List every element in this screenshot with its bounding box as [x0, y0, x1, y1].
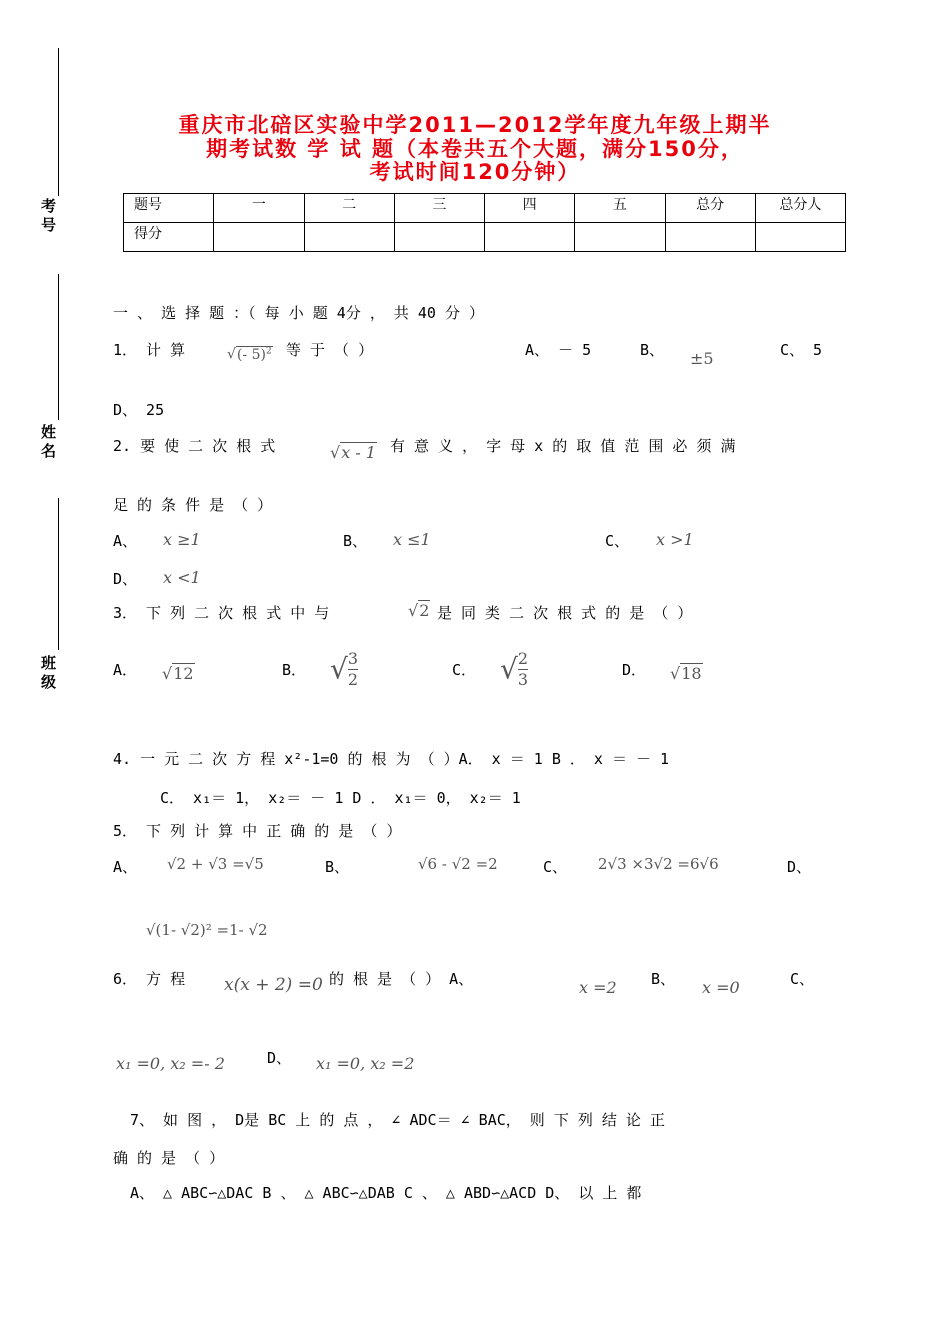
score-cell[interactable] [214, 223, 304, 252]
q1-option-c: C、 5 [780, 341, 823, 359]
exam-title-line1: 重庆市北碚区实验中学2011—2012学年度九年级上期半 [178, 113, 772, 137]
q1-option-d: D、 25 [113, 401, 165, 419]
q2-stem: 2. 要 使 二 次 根 式 [113, 437, 276, 455]
q3-option-b-den: 2 [347, 670, 359, 689]
q6-stem2: 的 根 是 （ ） A、 [329, 970, 474, 988]
q5-option-b-label: B、 [325, 858, 350, 876]
q1-option-a: A、 － 5 [525, 341, 592, 359]
q3-option-d-label: D． [622, 661, 647, 679]
q3-option-c-expr: √ $\frac{2}{3}$ [500, 649, 529, 689]
q1-option-b-expr: ±5 [690, 349, 714, 368]
q6-option-c-expr: x₁ =0, x₂ =- 2 [116, 1054, 225, 1073]
class-label: 班级 [39, 655, 57, 693]
exam-title-line2: 期考试数 学 试 题（本卷共五个大题，满分150分， [206, 137, 744, 161]
score-cell[interactable] [485, 223, 575, 252]
q5-option-d-label: D、 [787, 858, 812, 876]
score-cell[interactable] [304, 223, 394, 252]
q6-option-d-label: D、 [267, 1049, 292, 1067]
q5-option-c-expr: 2√3 ×3√2 =6√6 [598, 855, 719, 873]
q6-option-b-expr: x =0 [702, 978, 740, 997]
q3-option-b-expr: √ $\frac{3}{2}$ [330, 649, 359, 689]
q4-line2: C． x₁＝ 1， x₂＝ － 1 D ． x₁＝ 0， x₂＝ 1 [160, 789, 521, 807]
q3-option-a-label: A． [113, 661, 138, 679]
q1-expr-exp: 2 [265, 346, 272, 356]
header-cell: 总分人 [755, 194, 845, 223]
q2-option-c-expr: x >1 [656, 530, 694, 549]
q2-option-a-expr: x ≥1 [163, 530, 201, 549]
q5-option-a-expr: √2 + √3 =√5 [167, 855, 264, 873]
score-cell[interactable] [575, 223, 665, 252]
q3-option-c-num: 2 [517, 649, 529, 668]
q1-stem: 1． 计 算 [113, 341, 186, 359]
score-cell[interactable] [665, 223, 755, 252]
q7-line3: A、 △ ABC∽△DAC B 、 △ ABC∽△DAB C 、 △ ABD∽△ACD D、 以 上 都 [130, 1184, 642, 1202]
header-cell: 三 [394, 194, 484, 223]
header-cell: 五 [575, 194, 665, 223]
q3-option-a-inner: 12 [173, 664, 194, 683]
q2-stem2: 有 意 义 ， 字 母 x 的 取 值 范 围 必 须 满 [390, 437, 736, 455]
q5-option-a-label: A、 [113, 858, 138, 876]
score-cell[interactable] [394, 223, 484, 252]
q6-option-c-label: C、 [790, 970, 815, 988]
q3-option-d-inner: 18 [681, 664, 702, 683]
q5-stem: 5． 下 列 计 算 中 正 确 的 是 （ ） [113, 822, 402, 840]
q1-stem2: 等 于 （ ） [286, 341, 374, 359]
q2-option-c-label: C、 [605, 532, 630, 550]
q6-option-a-expr: x =2 [579, 978, 617, 997]
header-cell: 一 [214, 194, 304, 223]
header-cell: 二 [304, 194, 394, 223]
score-table [123, 193, 846, 252]
score-table-header-row [124, 194, 846, 223]
score-table-score-row [124, 223, 846, 252]
q5-option-d-expr: √(1- √2)² =1- √2 [146, 921, 268, 939]
q3-option-a-expr: √12 [162, 664, 194, 683]
q1-expr-inner: (- 5) [236, 346, 266, 363]
q2-option-b-expr: x ≤1 [393, 530, 431, 549]
header-cell: 四 [485, 194, 575, 223]
q2-option-d-expr: x <1 [163, 568, 201, 587]
q2-line2: 足 的 条 件 是 （ ） [113, 496, 273, 514]
header-cell: 题号 [124, 194, 214, 223]
q5-option-b-expr: √6 - √2 =2 [418, 855, 498, 873]
q6-expr: x(x + 2) =0 [224, 975, 323, 995]
q2-expr-inner: x - 1 [341, 443, 376, 462]
q3-option-b-label: B． [282, 661, 307, 679]
q6-option-b-label: B、 [651, 970, 676, 988]
binding-line-top [58, 48, 59, 196]
score-cell[interactable] [755, 223, 845, 252]
q1-option-b-label: B、 [640, 341, 665, 359]
header-cell: 总分 [665, 194, 755, 223]
q3-expr-inner: 2 [419, 601, 430, 620]
q5-option-c-label: C、 [543, 858, 568, 876]
name-line [58, 498, 59, 650]
score-row-label: 得分 [124, 223, 214, 252]
exam-no-line [58, 274, 59, 420]
q2-option-a-label: A、 [113, 532, 138, 550]
q2-option-d-label: D、 [113, 570, 138, 588]
q2-expr: √x - 1 [330, 443, 376, 462]
q2-option-b-label: B、 [343, 532, 368, 550]
section1-heading: 一 、 选 择 题 ：（ 每 小 题 4分 ， 共 40 分 ） [113, 304, 485, 322]
q1-expr: √(- 5)$^2$ [227, 346, 272, 363]
q6-stem: 6． 方 程 [113, 970, 186, 988]
q3-option-c-label: C． [452, 661, 477, 679]
q6-option-d-expr: x₁ =0, x₂ =2 [316, 1054, 415, 1073]
name-label: 姓名 [39, 424, 57, 462]
q4-line1: 4. 一 元 二 次 方 程 x²-1=0 的 根 为 （ ）A． x ＝ 1 B ． x ＝ － 1 [113, 750, 670, 768]
q3-stem2: 是 同 类 二 次 根 式 的 是 （ ） [437, 604, 693, 622]
q7-line1: 7、 如 图 ， D是 BC 上 的 点 ， ∠ ADC＝ ∠ BAC， 则 下 列 结 论 正 [130, 1111, 665, 1129]
exam-no-label: 考号 [39, 198, 57, 236]
q3-expr: √2 [408, 601, 430, 620]
q3-stem: 3． 下 列 二 次 根 式 中 与 [113, 604, 330, 622]
q7-line2: 确 的 是 （ ） [113, 1149, 225, 1167]
q3-option-d-expr: √18 [670, 664, 702, 683]
exam-title-line3: 考试时间120分钟） [369, 160, 581, 184]
q3-option-b-num: 3 [347, 649, 359, 668]
q3-option-c-den: 3 [517, 670, 529, 689]
